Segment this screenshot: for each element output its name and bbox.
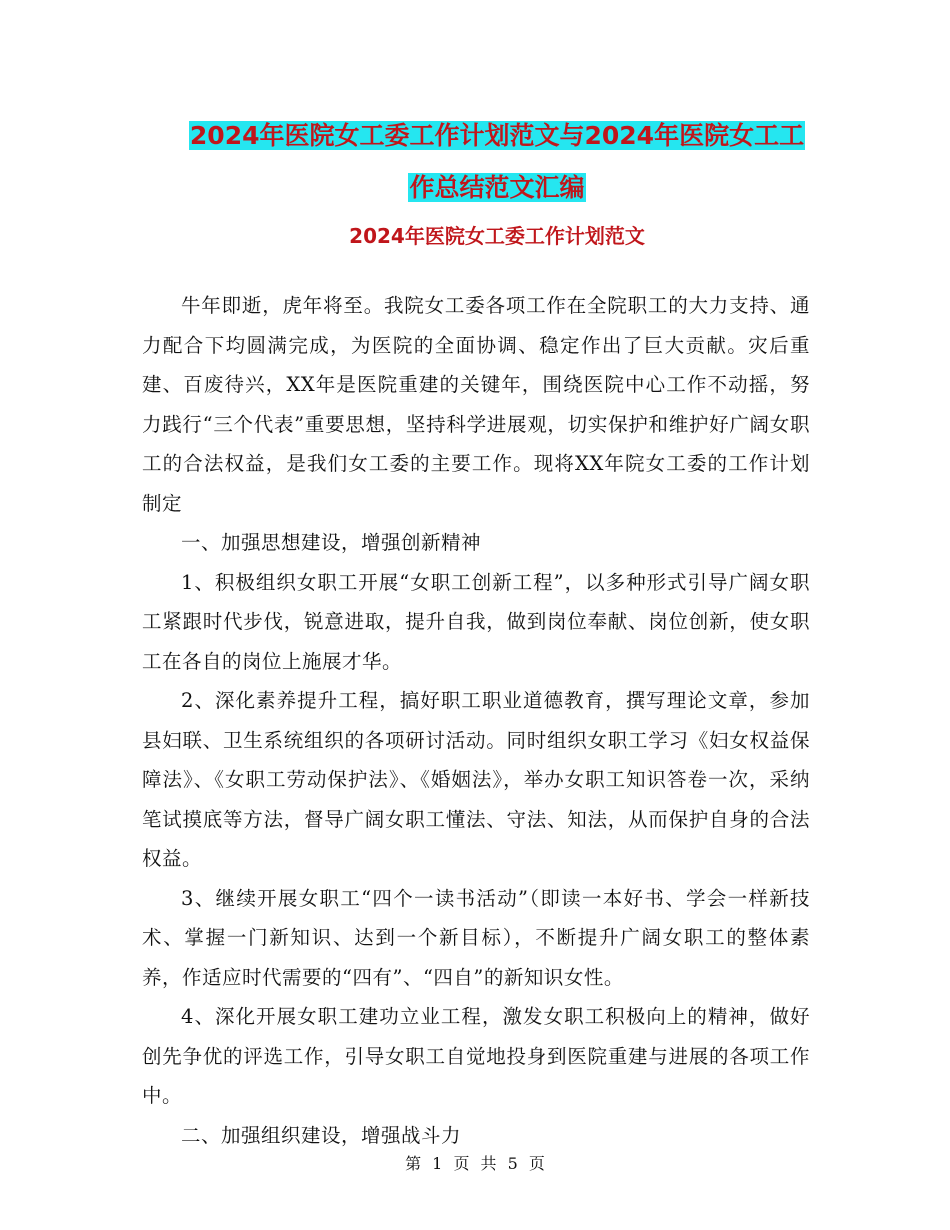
page-footer: 第 1 页 共 5 页 <box>405 1154 545 1173</box>
document-title-line-1: 2024年医院女工委工作计划范文与2024年医院女工工 <box>189 121 805 150</box>
paragraph-item-2: 2、深化素养提升工程，搞好职工职业道德教育，撰写理论文章，参加县妇联、卫生系统组织的各项研讨活动。同时组织女职工学习《妇女权益保障法》、《女职工劳动保护法》、《婚姻法》，举办女职工知识答卷一次，采纳笔试摸底等方法，督导广阔女职工懂法、守法、知法，从而保护自身的合法权益。 <box>142 689 810 870</box>
paragraph-item-1: 1、积极组织女职工开展“女职工创新工程”，以多种形式引导广阔女职工紧跟时代步伐，锐意进取，提升自我，做到岗位奉献、岗位创新，使女职工在各自的岗位上施展才华。 <box>142 570 810 673</box>
paragraph-item-3: 3、继续开展女职工“四个一读书活动”（即读一本好书、学会一样新技术、掌握一门新知识、达到一个新目标），不断提升广阔女职工的整体素养，作适应时代需要的“四有”、“四自”的新知识女性。 <box>142 886 810 989</box>
paragraph-heading-2: 二、加强组织建设，增强战斗力 <box>181 1123 462 1147</box>
document-title <box>140 110 854 214</box>
document-title-line-2: 作总结范文汇编 <box>409 173 585 202</box>
paragraph-heading-1: 一、加强思想建设，增强创新精神 <box>181 531 482 554</box>
paragraph-intro: 牛年即逝，虎年将至。我院女工委各项工作在全院职工的大力支持、通力配合下均圆满完成，为医院的全面协调、稳定作出了巨大贡献。灾后重建、百废待兴，XX年是医院重建的关键年，围绕医院中心工作不动摇，努力践行“三个代表”重要思想，坚持科学进展观，切实保护和维护好广阔女职工的合法权益，是我们女工委的主要工作。现将XX年院女工委的工作计划制定 <box>142 294 810 515</box>
section-title: 2024年医院女工委工作计划范文 <box>349 224 645 248</box>
paragraph-item-4: 4、深化开展女职工建功立业工程，激发女职工积极向上的精神，做好创先争优的评选工作，引导女职工自觉地投身到医院重建与进展的各项工作中。 <box>142 1005 810 1107</box>
document-body <box>142 286 810 1155</box>
